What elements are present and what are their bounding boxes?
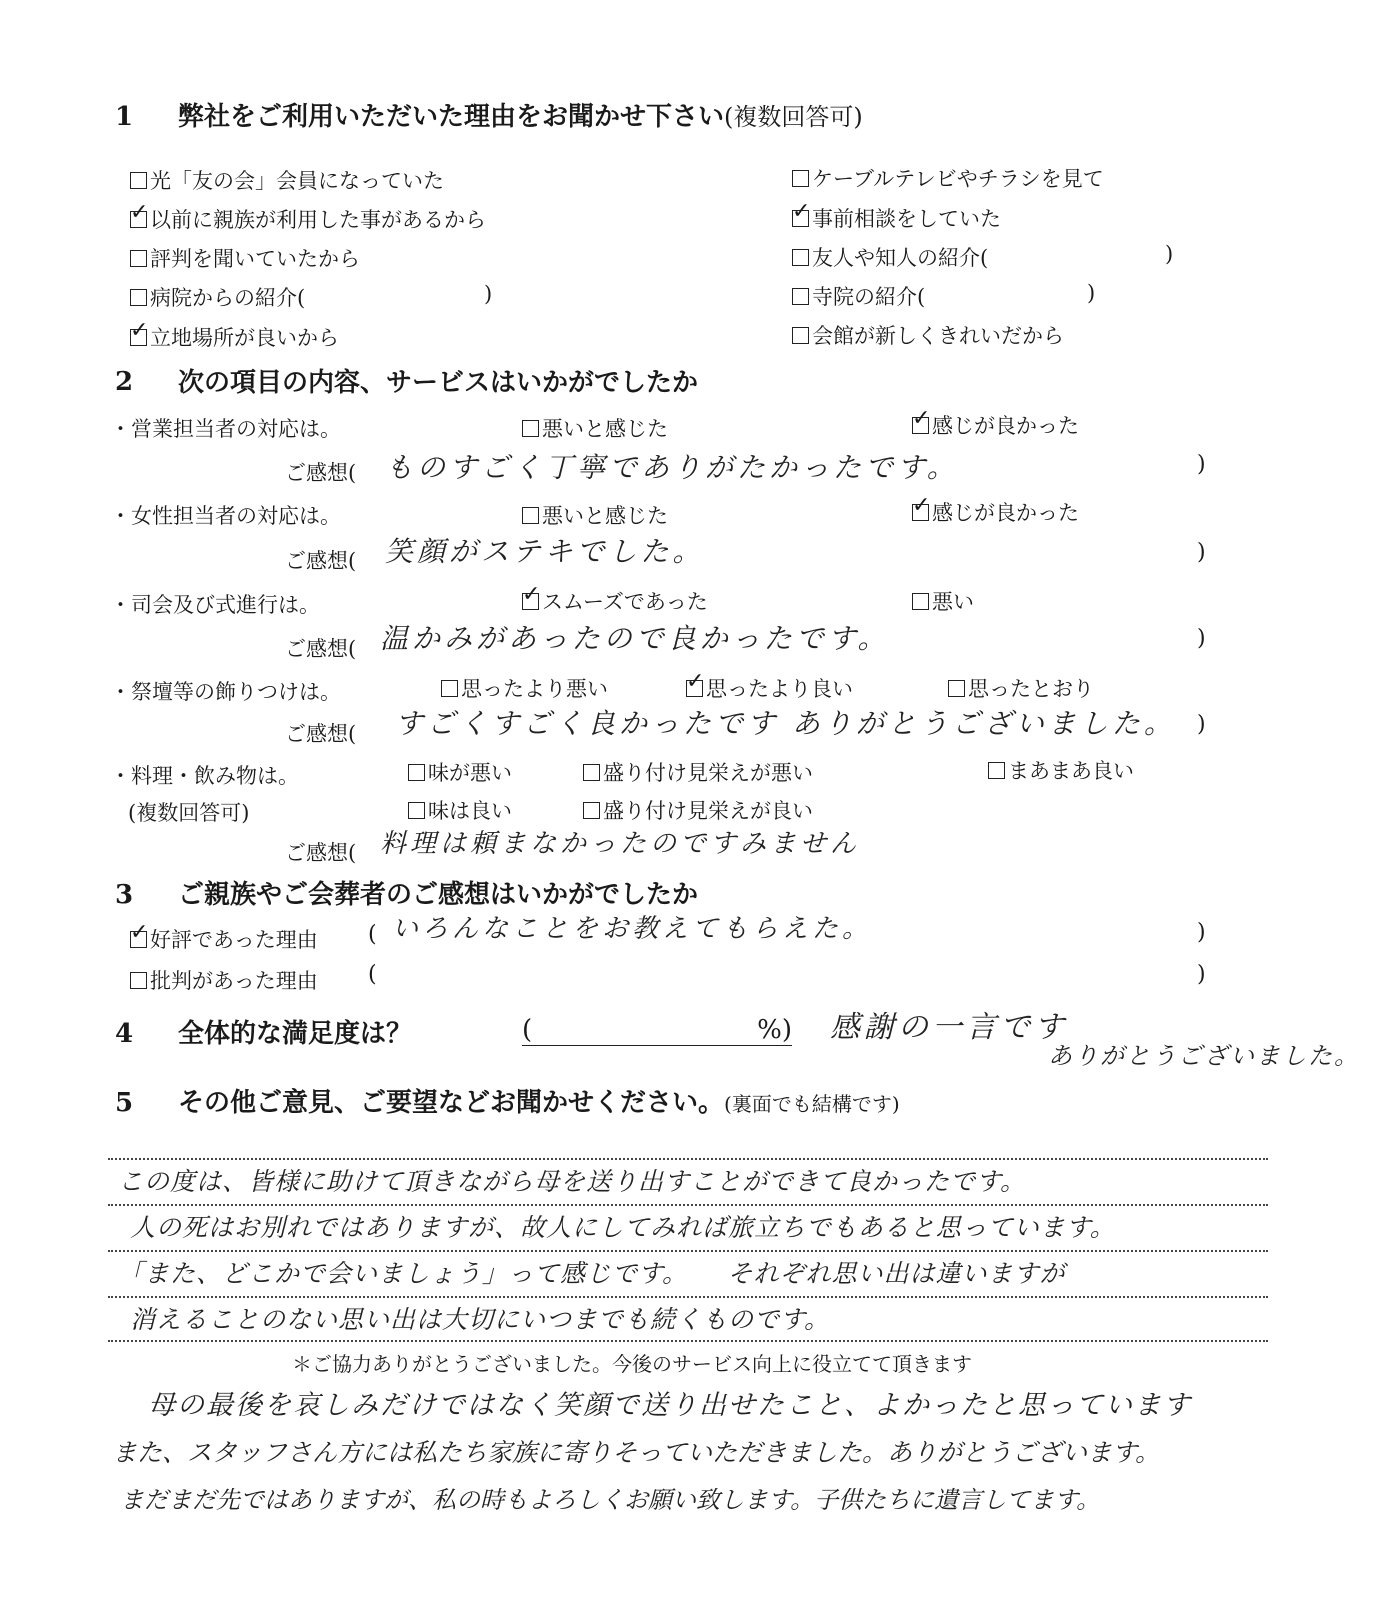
- option-label: 病院からの紹介(: [150, 286, 306, 310]
- item-mc-label: ・司会及び式進行は。: [110, 593, 320, 617]
- item-female-label: ・女性担当者の対応は。: [110, 504, 341, 528]
- dotted-line: [108, 1296, 1268, 1298]
- checkbox[interactable]: [522, 420, 539, 437]
- paren-open: (: [522, 1015, 533, 1045]
- item-mc-comment: 温かみがあったので良かったです。: [380, 622, 890, 655]
- paren-close: ): [1197, 626, 1206, 651]
- section-1-number: 1: [115, 102, 134, 132]
- checkbox-checked[interactable]: [686, 680, 703, 697]
- option-label: 以前に親族が利用した事があるから: [150, 208, 486, 232]
- item-altar-opt-worse[interactable]: 思ったより悪い: [441, 673, 608, 703]
- s4-comment-2: ありがとうございました。: [1048, 1042, 1360, 1070]
- item-food-opt-look-good[interactable]: 盛り付け見栄えが良い: [583, 795, 813, 825]
- paren-close: ): [1197, 540, 1206, 565]
- section-1-title: [178, 96, 863, 133]
- checkbox-checked[interactable]: [130, 329, 147, 346]
- checkbox[interactable]: [792, 170, 809, 187]
- paren-close: ): [1197, 962, 1206, 987]
- item-altar-comment: すごくすごく良かったです ありがとうございました。: [395, 707, 1176, 740]
- dotted-line: [108, 1340, 1268, 1342]
- item-food-sub: (複数回答可): [128, 801, 250, 825]
- section-5-note: (裏面でも結構です): [724, 1092, 900, 1116]
- section-3-number: 3: [115, 880, 134, 910]
- item-female-comment: 笑顔がステキでした。: [385, 535, 705, 568]
- percent-label: %): [757, 1015, 792, 1045]
- paren-close: ): [1087, 281, 1096, 305]
- item-female-opt-bad[interactable]: 悪いと感じた: [522, 500, 668, 530]
- item-altar-label: ・祭壇等の飾りつけは。: [110, 680, 341, 704]
- item-food-comment: 料理は頼まなかったのですみません: [380, 829, 861, 859]
- paren-close: ): [484, 282, 493, 306]
- item-sales-impression-label: ご感想(: [285, 461, 357, 485]
- checkbox-checked[interactable]: [522, 593, 539, 610]
- item-altar-impression-label: ご感想(: [285, 722, 357, 746]
- section-1-option[interactable]: [130, 165, 444, 195]
- option-label: 友人や知人の紹介(: [812, 246, 989, 270]
- section-1-option[interactable]: [792, 242, 988, 272]
- checkbox[interactable]: [583, 764, 600, 781]
- section-1-option[interactable]: [130, 204, 486, 234]
- option-label: 立地場所が良いから: [150, 326, 339, 350]
- s5-line-4: 消えることのない思い出は大切にいつまでも続くものです。: [130, 1305, 831, 1334]
- item-female-impression-label: ご感想(: [285, 549, 357, 573]
- item-altar-opt-expected[interactable]: 思ったとおり: [948, 673, 1094, 703]
- option-label: 会館が新しくきれいだから: [812, 324, 1064, 348]
- checkbox[interactable]: [408, 802, 425, 819]
- section-1-option[interactable]: [792, 281, 925, 311]
- item-sales-comment: ものすごく丁寧でありがたかったです。: [385, 451, 959, 484]
- s3-good-option[interactable]: ✓好評であった理由: [130, 924, 318, 954]
- section-4-title: 全体的な満足度は？: [178, 1019, 413, 1049]
- checkbox[interactable]: [988, 762, 1005, 779]
- item-sales-label: ・営業担当者の対応は。: [110, 417, 341, 441]
- checkbox[interactable]: [912, 593, 929, 610]
- paren-open: (: [368, 962, 377, 987]
- s5-line-1: この度は、皆様に助けて頂きながら母を送り出すことができて良かったです。: [118, 1167, 1027, 1196]
- item-food-label: ・料理・飲み物は。: [110, 764, 299, 788]
- paren-close: ): [1165, 242, 1174, 266]
- section-1-option[interactable]: [130, 322, 339, 352]
- paren-close: ): [1197, 712, 1206, 737]
- option-label: 事前相談をしていた: [812, 207, 1001, 231]
- item-sales-opt-good[interactable]: ✓ 感じが良かった: [912, 410, 1079, 440]
- paren-open: (: [368, 922, 377, 947]
- section-1-option[interactable]: [792, 320, 1064, 350]
- satisfaction-field[interactable]: [522, 1015, 792, 1046]
- section-3-title: ご親族やご会葬者のご感想はいかがでしたか: [178, 880, 699, 910]
- extra-line-2: また、スタッフさん方には私たち家族に寄りそっていただきました。ありがとうございます。: [112, 1438, 1161, 1467]
- option-label: ケーブルテレビやチラシを見て: [812, 167, 1104, 191]
- paren-close: ): [1197, 452, 1206, 477]
- section-4-number: 4: [115, 1019, 134, 1049]
- extra-line-3: まだまだ先ではありますが、私の時もよろしくお願い致します。子供たちに遺言してます。: [120, 1486, 1101, 1514]
- s5-line-3: 「また、どこかで会いましょう」って感じです。 それぞれ思い出は違いますが: [118, 1259, 1066, 1288]
- section-1-option[interactable]: [130, 243, 360, 273]
- paren-close: ): [1197, 920, 1206, 945]
- extra-line-1: 母の最後を哀しみだけではなく笑顔で送り出せたこと、よかったと思っています: [148, 1390, 1192, 1421]
- checkbox[interactable]: [792, 249, 809, 266]
- item-food-opt-taste-good[interactable]: 味は良い: [408, 795, 512, 825]
- item-female-opt-good[interactable]: ✓ 感じが良かった: [912, 497, 1079, 527]
- item-food-opt-ok[interactable]: まあまあ良い: [988, 755, 1134, 785]
- dotted-line: [108, 1250, 1268, 1252]
- item-altar-opt-better[interactable]: ✓ 思ったより良い: [686, 673, 853, 703]
- checkbox[interactable]: [130, 289, 147, 306]
- checkbox-checked[interactable]: [130, 931, 147, 948]
- s5-line-2: 人の死はお別れではありますが、故人にしてみれば旅立ちでもあると思っています。: [130, 1213, 1116, 1242]
- item-mc-opt-bad[interactable]: 悪い: [912, 586, 974, 616]
- item-food-opt-look-bad[interactable]: 盛り付け見栄えが悪い: [583, 757, 813, 787]
- checkbox[interactable]: [130, 250, 147, 267]
- option-label: 寺院の紹介(: [812, 285, 926, 309]
- dotted-line: [108, 1204, 1268, 1206]
- option-label: 光「友の会」会員になっていた: [150, 169, 444, 193]
- item-mc-impression-label: ご感想(: [285, 637, 357, 661]
- checkbox[interactable]: [408, 764, 425, 781]
- section-1-option[interactable]: [792, 203, 1001, 233]
- section-1-option[interactable]: [792, 163, 1104, 193]
- checkbox-checked[interactable]: [792, 210, 809, 227]
- checkbox[interactable]: [130, 972, 147, 989]
- section-5-title-text: その他ご意見、ご要望などお聞かせください。: [178, 1088, 725, 1118]
- s4-comment-1: 感謝の一言です: [830, 1010, 1068, 1045]
- item-mc-opt-smooth[interactable]: ✓ スムーズであった: [522, 586, 708, 616]
- s3-good-comment: いろんなことをお教えてもらえた。: [392, 914, 873, 944]
- section-2-title: 次の項目の内容、サービスはいかがでしたか: [178, 368, 699, 398]
- checkbox[interactable]: [130, 172, 147, 189]
- checkbox-checked[interactable]: [912, 504, 929, 521]
- option-label: 評判を聞いていたから: [150, 247, 360, 271]
- footer-thanks: ＊ご協力ありがとうございました。今後のサービス向上に役立てて頂きます: [292, 1352, 972, 1376]
- s3-bad-option[interactable]: 批判があった理由: [130, 965, 318, 995]
- checkbox[interactable]: [522, 507, 539, 524]
- item-food-impression-label: ご感想(: [285, 841, 357, 865]
- section-5-number: 5: [115, 1088, 134, 1118]
- section-2-number: 2: [115, 367, 134, 397]
- item-food-opt-taste-bad[interactable]: 味が悪い: [408, 757, 512, 787]
- section-1-note: (複数回答可): [724, 103, 863, 131]
- checkbox-checked[interactable]: [130, 211, 147, 228]
- checkbox[interactable]: [441, 680, 458, 697]
- section-1-title-text: 弊社をご利用いただいた理由をお聞かせ下さい: [178, 102, 725, 132]
- section-5-title: [178, 1082, 900, 1119]
- checkbox[interactable]: [583, 802, 600, 819]
- item-sales-opt-bad[interactable]: 悪いと感じた: [522, 413, 668, 443]
- checkbox[interactable]: [948, 680, 965, 697]
- dotted-line: [108, 1158, 1268, 1160]
- section-1-option[interactable]: [130, 282, 305, 312]
- checkbox[interactable]: [792, 327, 809, 344]
- checkbox[interactable]: [792, 288, 809, 305]
- checkbox-checked[interactable]: [912, 417, 929, 434]
